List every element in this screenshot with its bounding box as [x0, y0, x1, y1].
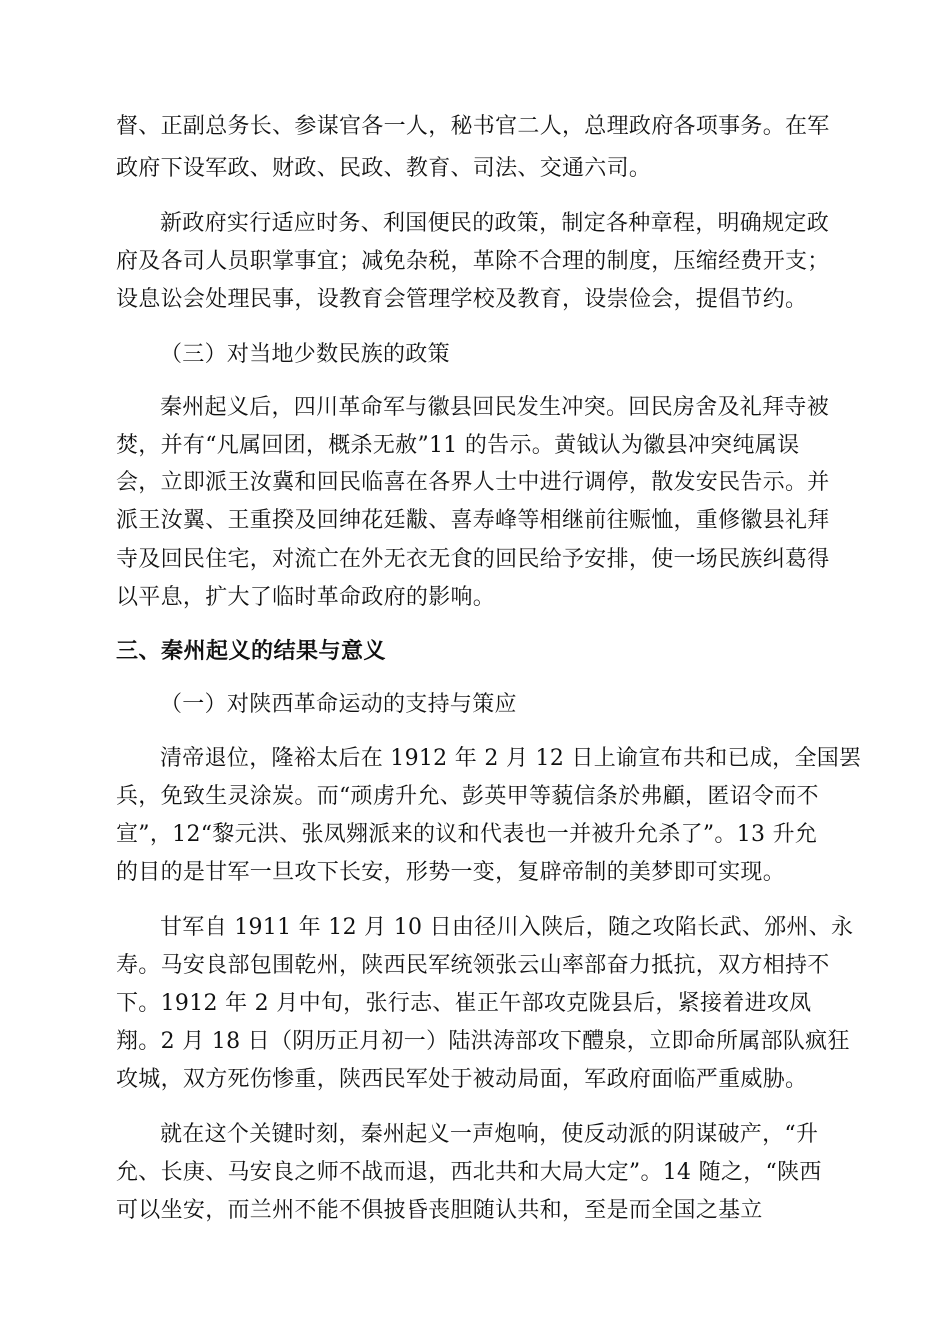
text-line: 宣”，12“黎元洪、张凤翙派来的议和代表也一并被升允杀了”。13 升允 [116, 822, 818, 847]
text-line: 可以坐安，而兰州不能不俱披昏丧胆随认共和，至是而全国之基立 [116, 1198, 763, 1223]
section-subheading: （一）对陕西革命运动的支持与策应 [160, 692, 517, 717]
text-line: 允、长庚、马安良之师不战而退，西北共和大局大定”。14 随之，“陕西 [116, 1160, 822, 1185]
text-line: 新政府实行适应时务、利国便民的政策，制定各种章程，明确规定政 [160, 211, 830, 236]
text-line: 府及各司人员职掌事宜；减免杂税，革除不合理的制度，压缩经费开支； [116, 249, 830, 274]
text-line: 以平息，扩大了临时革命政府的影响。 [116, 585, 496, 610]
text-line: 秦州起义后，四川革命军与徽县回民发生冲突。回民房舍及礼拜寺被 [160, 395, 830, 420]
section-heading: 三、秦州起义的结果与意义 [116, 639, 387, 664]
text-line: 设息讼会处理民事，设教育会管理学校及教育，设崇俭会，提倡节约。 [116, 287, 808, 312]
text-line: 翔。2 月 18 日（阴历正月初一）陆洪涛部攻下醴泉，立即命所属部队疯狂 [116, 1029, 850, 1054]
text-line: 政府下设军政、财政、民政、教育、司法、交通六司。 [116, 156, 652, 181]
text-line: 清帝退位，隆裕太后在 1912 年 2 月 12 日上谕宣布共和已成，全国罢 [160, 746, 862, 771]
text-line: 寺及回民住宅，对流亡在外无衣无食的回民给予安排，使一场民族纠葛得 [116, 547, 830, 572]
text-line: 下。1912 年 2 月中旬，张行志、崔正午部攻克陇县后，紧接着进攻凤 [116, 991, 812, 1016]
text-line: 派王汝翼、王重揆及回绅花廷黻、喜寿峰等相继前往赈恤，重修徽县礼拜 [116, 508, 830, 533]
section-subheading: （三）对当地少数民族的政策 [160, 342, 450, 367]
text-line: 督、正副总务长、参谋官各一人，秘书官二人，总理政府各项事务。在军 [116, 114, 830, 139]
text-line: 攻城，双方死伤惨重，陕西民军处于被动局面，军政府面临严重威胁。 [116, 1067, 808, 1092]
text-line: 兵，免致生灵涂炭。而“顽虏升允、彭英甲等藐信条於弗顧，匿诏令而不 [116, 784, 819, 809]
text-line: 寿。马安良部包围乾州，陕西民军统领张云山率部奋力抵抗，双方相持不 [116, 953, 830, 978]
text-line: 甘军自 1911 年 12 月 10 日由径川入陕后，随之攻陷长武、邠州、永 [160, 915, 854, 940]
text-line: 的目的是甘军一旦攻下长安，形势一变，复辟帝制的美梦即可实现。 [116, 860, 786, 885]
text-line: 焚，并有“凡属回团，概杀无赦”11 的告示。黄钺认为徽县冲突纯属误 [116, 433, 800, 458]
text-line: 就在这个关键时刻，秦州起义一声炮响，使反动派的阴谋破产，“升 [160, 1122, 819, 1147]
text-line: 会，立即派王汝冀和回民临喜在各界人士中进行调停，散发安民告示。并 [116, 470, 830, 495]
